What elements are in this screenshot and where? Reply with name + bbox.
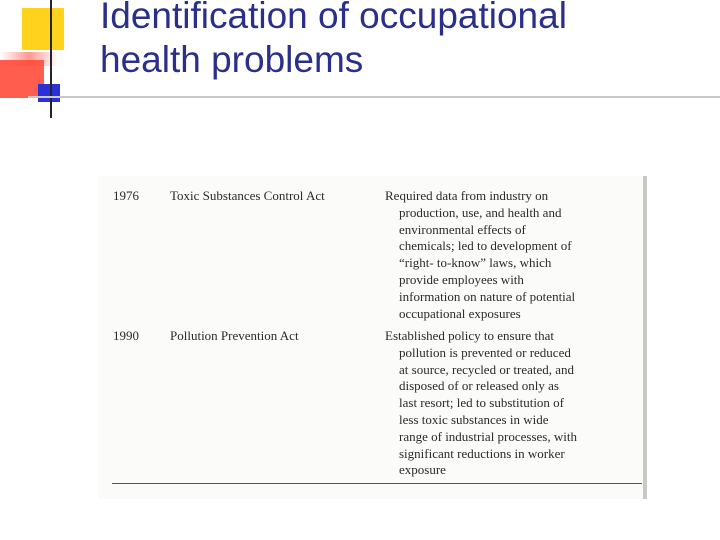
description-line: last resort; led to substitution of: [399, 395, 565, 411]
row-year: 1990: [113, 328, 139, 343]
description-line: significant reductions in worker: [399, 445, 565, 461]
slide-title-line-2: health problems: [100, 39, 364, 80]
description-line: exposure: [399, 462, 446, 478]
title-underline: [28, 96, 720, 98]
scanned-table-image: [98, 176, 647, 499]
row-description: [385, 188, 635, 322]
description-line: production, use, and health and: [399, 204, 562, 220]
description-line: disposed of or released only as: [399, 378, 559, 394]
decor-vertical-line: [50, 0, 52, 118]
row-act-name: Toxic Substances Control Act: [170, 188, 325, 203]
description-line: Established policy to ensure that: [385, 328, 554, 343]
description-line: information on nature of potential: [399, 288, 576, 304]
description-line: chemicals; led to development of: [399, 238, 572, 254]
description-line: occupational exposures: [399, 305, 521, 321]
description-line: pollution is prevented or reduced: [399, 344, 571, 360]
decor-blue-square: [38, 84, 60, 102]
decor-yellow-square: [22, 8, 64, 50]
description-line: Required data from industry on: [385, 188, 549, 203]
description-line: “right- to-know” laws, which: [399, 255, 552, 271]
description-line: at source, recycled or treated, and: [399, 361, 575, 377]
description-line: provide employees with: [399, 271, 524, 287]
table-bottom-rule: [112, 483, 642, 484]
row-act-name: Pollution Prevention Act: [170, 328, 299, 343]
row-description: [385, 328, 635, 479]
scan-edge: [643, 176, 647, 499]
description-line: environmental effects of: [399, 221, 526, 237]
slide-title-line-1: Identification of occupational: [100, 0, 567, 36]
slide-title: [100, 0, 567, 82]
description-line: less toxic substances in wide: [399, 411, 549, 427]
row-year: 1976: [113, 188, 139, 203]
description-line: range of industrial processes, with: [399, 428, 577, 444]
